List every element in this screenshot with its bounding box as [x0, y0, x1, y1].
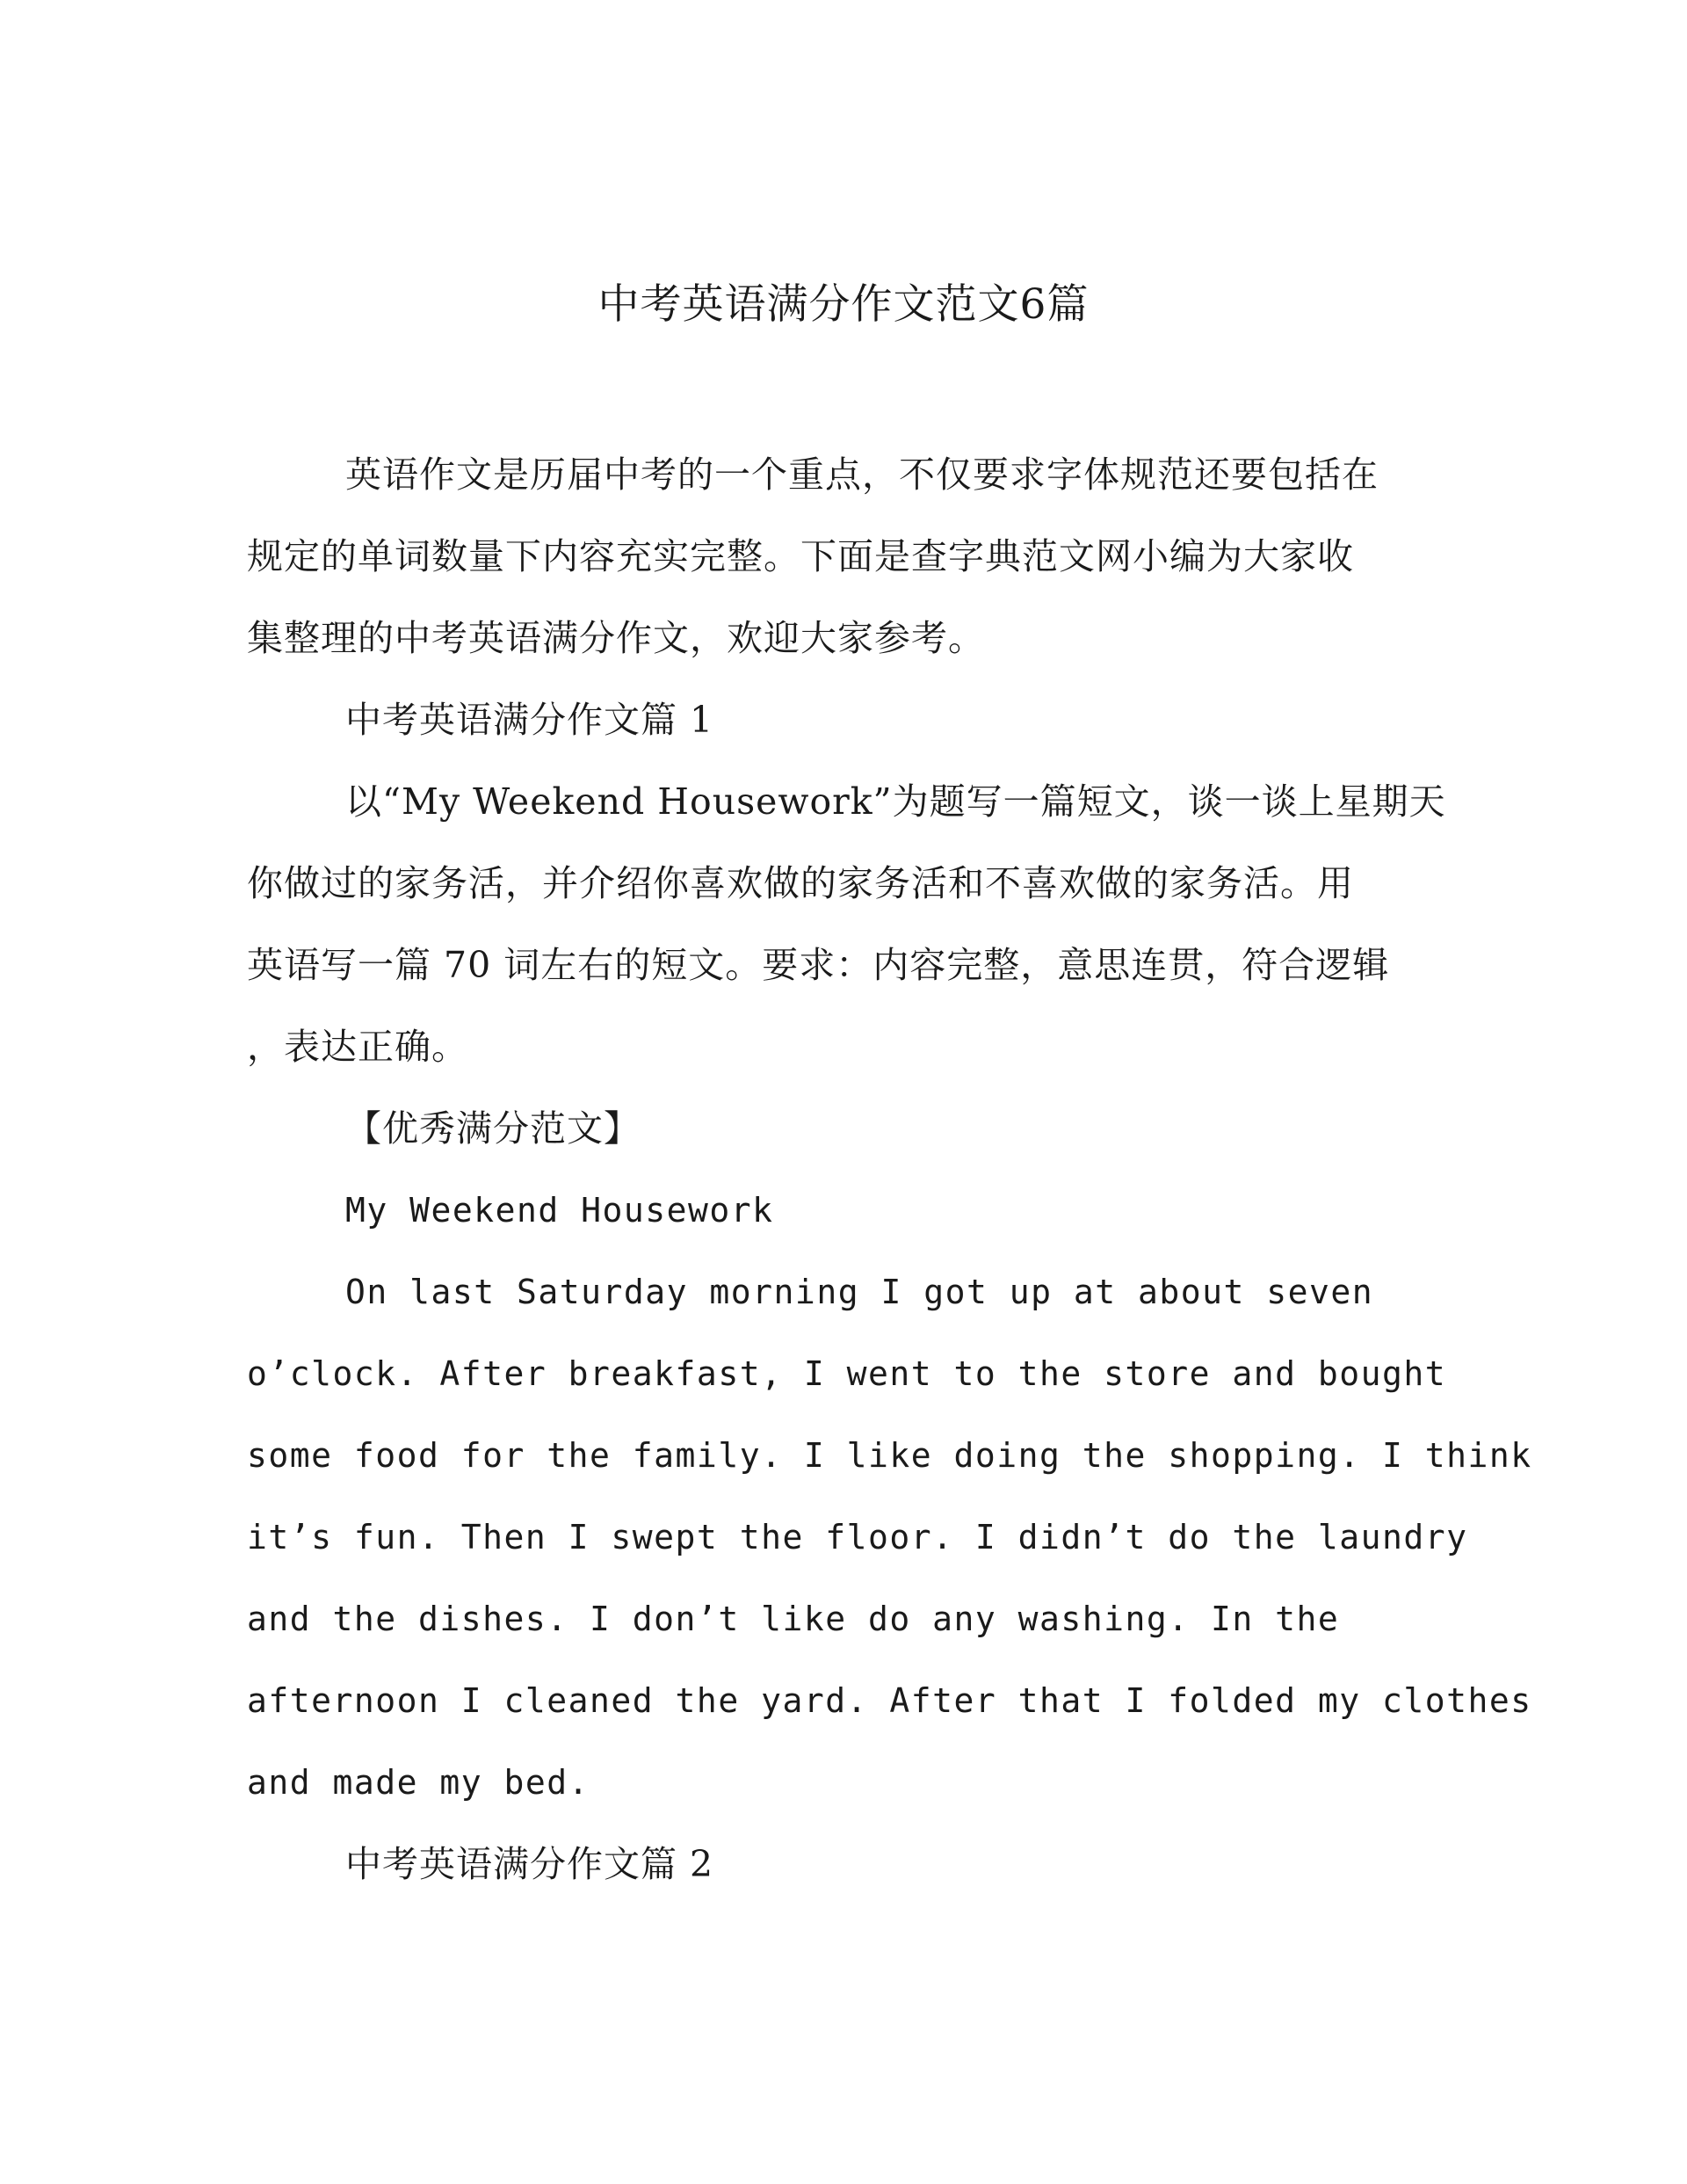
document-body	[247, 434, 1532, 1905]
essay-title: My Weekend Housework	[345, 1191, 774, 1230]
essay-line: On last Saturday morning I got up at about seven	[345, 1273, 1374, 1311]
essay-line: and the dishes. I don’t like do any washing. In the	[247, 1600, 1340, 1638]
prompt-line: 英语写一篇 70 词左右的短文。要求：内容完整，意思连贯，符合逻辑	[247, 944, 1390, 986]
essay-paragraph	[247, 1252, 1532, 1824]
prompt-line: 以“My Weekend Housework”为题写一篇短文，谈一谈上星期天	[345, 780, 1446, 823]
document-title: 中考英语满分作文范文6篇	[597, 280, 1090, 329]
intro-line: 集整理的中考英语满分作文，欢迎大家参考。	[247, 617, 985, 659]
intro-paragraph	[247, 434, 1433, 679]
essay-line: o’clock. After breakfast, I went to the store and bought	[247, 1354, 1447, 1393]
sample-essay-label: 【优秀满分范文】	[345, 1107, 641, 1150]
essay-line: afternoon I cleaned the yard. After that I folded my clothes	[247, 1681, 1532, 1720]
essay-line: some food for the family. I like doing the shopping. I think	[247, 1436, 1532, 1475]
intro-line: 英语作文是历届中考的一个重点，不仅要求字体规范还要包括在	[345, 453, 1379, 496]
essay-line: it’s fun. Then I swept the floor. I didn’t do the laundry	[247, 1518, 1468, 1556]
section-heading-1: 中考英语满分作文篇 1	[345, 699, 714, 741]
essay-line: and made my bed.	[247, 1763, 590, 1802]
prompt-line: ，表达正确。	[247, 1026, 468, 1068]
intro-line: 规定的单词数量下内容充实完整。下面是查字典范文网小编为大家收	[247, 535, 1354, 577]
prompt-line: 你做过的家务活，并介绍你喜欢做的家务活和不喜欢做的家务活。用	[247, 862, 1354, 904]
prompt-paragraph	[247, 761, 1446, 1088]
section-heading-2: 中考英语满分作文篇 2	[345, 1843, 714, 1885]
